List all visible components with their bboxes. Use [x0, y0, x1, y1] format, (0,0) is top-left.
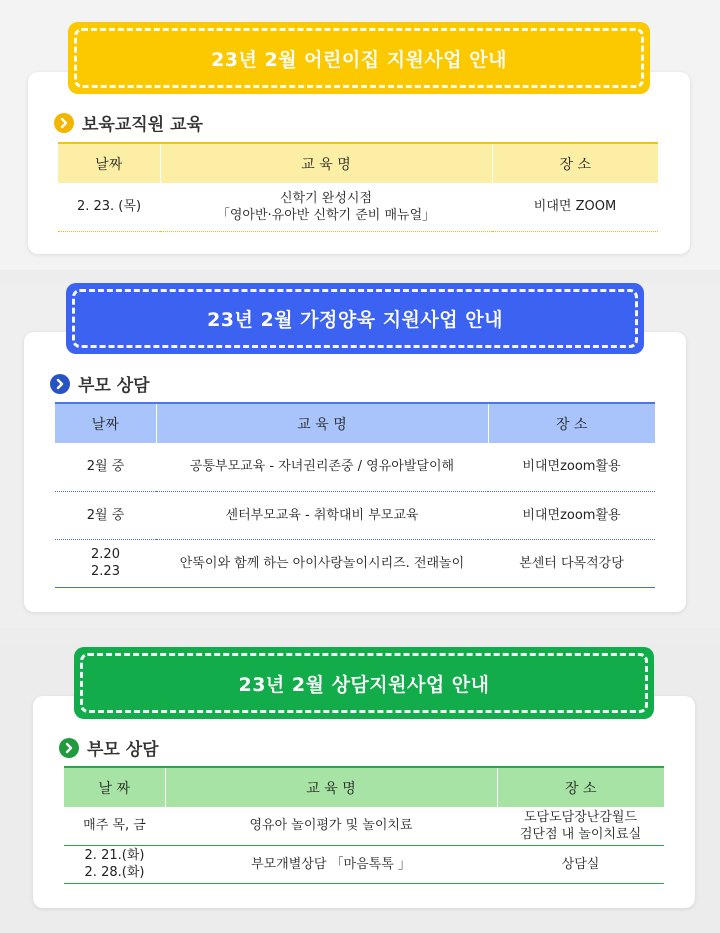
cell-program: 센터부모교육 - 취학대비 부모교육 [156, 491, 488, 539]
cell-date [55, 539, 156, 587]
cell-place-line: 도담도담장난감월드 [523, 809, 638, 825]
home-parenting-banner [66, 283, 644, 354]
cell-date-line: 2. 28.(화) [84, 865, 145, 880]
daycare-table [58, 142, 658, 232]
cell-place: 본센터 다목적강당 [488, 539, 655, 587]
table-header-row [64, 767, 664, 807]
counseling-table [64, 766, 664, 884]
section-heading-label: 부모 상담 [87, 740, 159, 760]
chevron-right-icon [50, 374, 70, 394]
daycare-banner [68, 22, 650, 94]
cell-place: 비대면zoom활용 [488, 443, 655, 491]
banner-title: 23년 2월 가정양육 지원사업 안내 [207, 309, 503, 331]
cell-date: 매주 목, 금 [64, 807, 165, 845]
cell-date: 2. 23. (목) [58, 183, 160, 231]
table-header-row [58, 143, 658, 183]
cell-date-line: 2.20 [91, 547, 120, 562]
chevron-right-icon [59, 738, 79, 758]
cell-date-line: 2.23 [91, 564, 120, 579]
home-parenting-table [55, 402, 655, 588]
section-heading [50, 371, 150, 396]
section-heading [59, 735, 159, 760]
cell-program [160, 183, 492, 231]
header-date: 날짜 [58, 143, 160, 183]
cell-place [497, 807, 664, 845]
cell-place: 비대면zoom활용 [488, 491, 655, 539]
table-row [58, 183, 658, 231]
header-place: 장 소 [488, 403, 655, 443]
cell-date-line: 2. 21.(화) [84, 848, 145, 863]
header-program: 교 육 명 [156, 403, 488, 443]
header-date: 날 짜 [64, 767, 165, 807]
header-program: 교 육 명 [160, 143, 492, 183]
table-row [55, 539, 655, 587]
cell-program: 공통부모교육 - 자녀권리존중 / 영유아발달이해 [156, 443, 488, 491]
cell-program-line: 신학기 완성시점 [279, 190, 373, 206]
cell-date [64, 845, 165, 883]
cell-program: 안뚝이와 함께 하는 아이사랑놀이시리즈. 전래놀이 [156, 539, 488, 587]
cell-place: 상담실 [497, 845, 664, 883]
section-heading-label: 보육교직원 교육 [82, 115, 203, 135]
cell-program: 부모개별상담 「마음톡톡 」 [165, 845, 497, 883]
section-heading-label: 부모 상담 [78, 376, 150, 396]
counseling-banner [74, 647, 654, 719]
cell-date: 2월 중 [55, 443, 156, 491]
section-heading [54, 110, 203, 135]
table-row [64, 807, 664, 845]
header-date: 날짜 [55, 403, 156, 443]
cell-place: 비대면 ZOOM [492, 183, 658, 231]
header-place: 장 소 [492, 143, 658, 183]
chevron-right-icon [54, 113, 74, 133]
header-place: 장 소 [497, 767, 664, 807]
table-row [55, 491, 655, 539]
banner-title: 23년 2월 어린이집 지원사업 안내 [211, 48, 507, 71]
cell-date: 2월 중 [55, 491, 156, 539]
cell-place-line: 검단점 내 놀이치료실 [519, 826, 642, 842]
table-header-row [55, 403, 655, 443]
table-row [55, 443, 655, 491]
table-row [64, 845, 664, 883]
cell-program-line: 「영아반·유아반 신학기 준비 매뉴얼」 [216, 207, 436, 223]
banner-title: 23년 2월 상담지원사업 안내 [238, 673, 490, 696]
header-program: 교 육 명 [165, 767, 497, 807]
cell-program: 영유아 놀이평가 및 놀이치료 [165, 807, 497, 845]
